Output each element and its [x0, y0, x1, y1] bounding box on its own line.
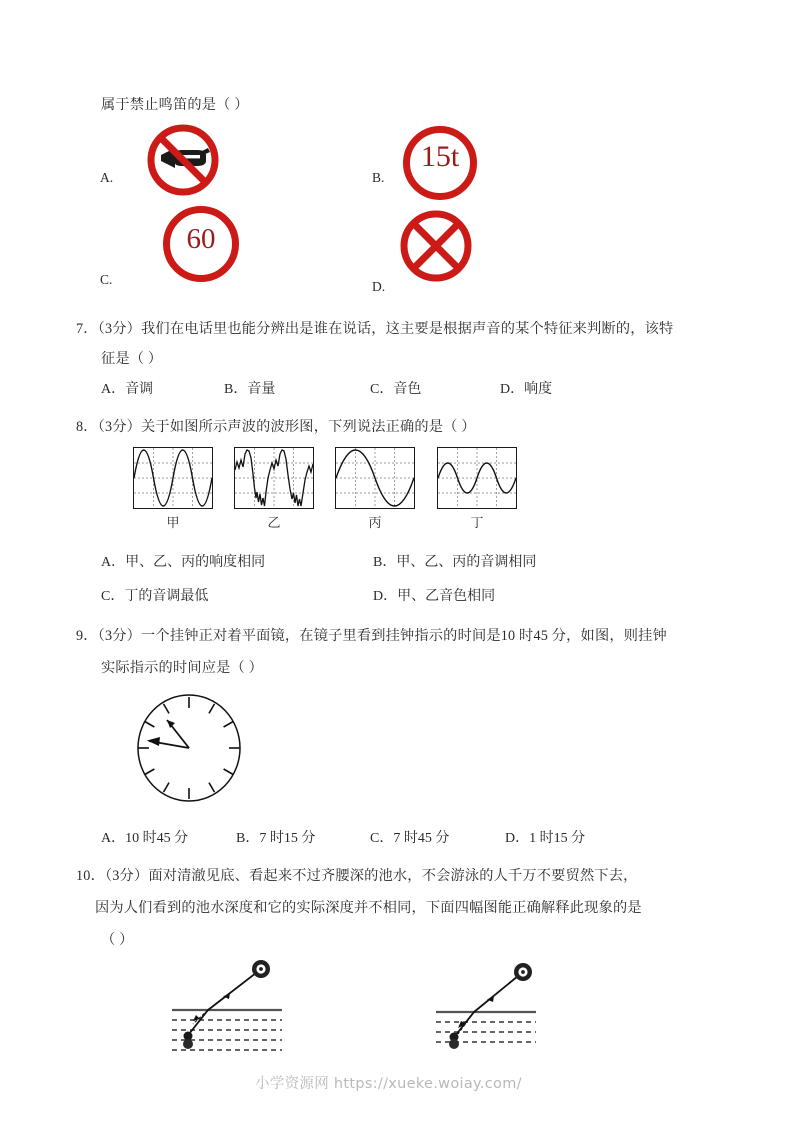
option-text: 7 时15 分: [259, 831, 316, 846]
option-text: 音色: [393, 382, 422, 397]
footer-watermark: 小学资源网 https://xueke.woiay.com/: [255, 1076, 522, 1092]
option-text: 响度: [524, 382, 553, 397]
weight-limit-text: 15t: [420, 140, 460, 173]
question8-option-a: [101, 551, 265, 571]
refraction-diagram-left: [160, 958, 292, 1058]
option-letter: A．: [101, 831, 126, 846]
refraction-left-icon: [160, 958, 292, 1058]
waveform-label-jia: 甲: [166, 515, 180, 530]
choice-letter-b: B.: [372, 170, 385, 185]
question8-option-d: [373, 585, 495, 605]
option-text: 7 时45 分: [393, 831, 450, 846]
question10-line2: 因为人们看到的池水深度和它的实际深度并不相同，下面四幅图能正确解释此现象的是: [95, 900, 642, 916]
waveform-jia-icon: [134, 448, 212, 508]
question7-option-d: [500, 378, 552, 398]
option-text: 丁的音调最低: [124, 589, 209, 604]
clock-icon: [135, 692, 243, 804]
weight-limit-sign: [403, 126, 477, 200]
option-letter: C．: [370, 382, 394, 397]
question10-line1: 10．（3分）面对清澈见底、看起来不过齐腰深的池水，不会游泳的人千万不要贸然下去，: [76, 868, 638, 884]
option-text: 音量: [247, 382, 276, 397]
option-letter: D．: [505, 831, 530, 846]
option-letter: C．: [370, 831, 394, 846]
waveform-box-yi: [234, 447, 314, 509]
option-text: 甲、乙、丙的音调相同: [396, 555, 537, 570]
question8-option-c: [101, 585, 208, 605]
speed-limit-sign: [163, 206, 239, 282]
option-letter: B．: [373, 555, 397, 570]
question7-line1: 7．（3分）我们在电话里也能分辨出是谁在说话，这主要是根据声音的某个特征来判断的，该特: [76, 321, 674, 337]
waveform-yi-icon: [235, 448, 313, 508]
waveform-box-ding: [437, 447, 517, 509]
waveform-box-jia: [133, 447, 213, 509]
choice-letter-a: A.: [100, 170, 114, 185]
question9-option-b: [236, 827, 315, 847]
no-stopping-icon: [398, 208, 474, 284]
question7-option-b: [224, 378, 275, 398]
waveform-box-bing: [335, 447, 415, 509]
option-text: 1 时15 分: [529, 831, 586, 846]
speed-limit-text: 60: [186, 223, 216, 255]
waveform-label-bing: 丙: [368, 515, 382, 530]
question9-option-c: [370, 827, 449, 847]
question8-option-b: [373, 551, 536, 571]
choice-letter-c: C.: [100, 272, 113, 287]
choice-letter-d: D.: [372, 279, 386, 294]
no-stopping-sign: [398, 208, 474, 284]
waveform-ding-icon: [438, 448, 516, 508]
option-text: 10 时45 分: [125, 831, 189, 846]
option-letter: C．: [101, 589, 125, 604]
option-text: 甲、乙、丙的响度相同: [125, 555, 266, 570]
waveform-label-yi: 乙: [267, 515, 281, 530]
option-letter: D．: [500, 382, 525, 397]
waveform-bing-icon: [336, 448, 414, 508]
option-text: 音调: [125, 382, 154, 397]
question7-option-c: [370, 378, 421, 398]
question7-option-a: [101, 378, 153, 398]
option-letter: D．: [373, 589, 398, 604]
option-letter: B．: [236, 831, 260, 846]
question7-line2: 征是（ ）: [101, 351, 163, 367]
question8-line1: 8．（3分）关于如图所示声波的波形图，下列说法正确的是（ ）: [76, 419, 476, 435]
question9-option-a: [101, 827, 188, 847]
waveform-label-ding: 丁: [470, 515, 484, 530]
option-text: 甲、乙音色相同: [397, 589, 496, 604]
option-letter: A．: [101, 382, 126, 397]
no-horn-sign: [145, 122, 221, 198]
option-letter: A．: [101, 555, 126, 570]
no-horn-icon: [145, 122, 221, 198]
mirror-clock-diagram: [135, 692, 243, 804]
question9-line1: 9．（3分）一个挂钟正对着平面镜，在镜子里看到挂钟指示的时间是10 时45 分，如图，则挂钟: [76, 628, 667, 644]
question9-option-d: [505, 827, 585, 847]
refraction-diagram-right: [430, 958, 562, 1058]
question10-line3: （ ）: [101, 932, 134, 948]
option-letter: B．: [224, 382, 248, 397]
refraction-right-icon: [430, 958, 562, 1058]
question6-stem: 属于禁止鸣笛的是（ ）: [101, 97, 249, 113]
question9-line2: 实际指示的时间应是（ ）: [101, 660, 264, 676]
